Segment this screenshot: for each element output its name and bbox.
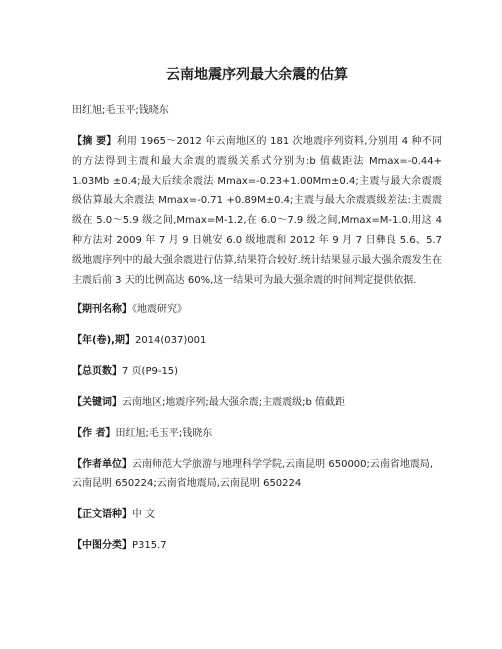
field-authors — [72, 424, 442, 443]
field-classification — [72, 536, 442, 555]
field-value: 《地震研究》 — [132, 304, 187, 316]
authors-line: 田红旭;毛玉平;钱晓东 — [72, 105, 169, 116]
field-journal-name — [72, 300, 442, 319]
abstract-text: 利用 1965～2012 年云南地区的 181 次地震序列资料,分别用 4 种不同的方法得到主震和最大余震的震级关系式分别为:b 值截距法 Mmax=-0.44+ 1.03Mb ±0.4;最大后续余震法 Mmax=-0.23+1.00Mm±0.4;主震与最大余震震级估算最大余震法 Mmax=-0.71 +0.89M±0.4;主震与最大余震震级差法:主震震级在 5.0～5.9 级之间,Mmax=M-1.2,在 6.0～7.9 级之间,Mmax=M-1.0.用这 4 种方法对 2009 年 7 月 9 日姚安 6.0 级地震和 2012 年 9 月 7 日彝良 5.6、5.7 级地震序列中的最大强余震进行估算,结果符合较好.统计结果显示最大强余震发生在主震后前 3 天的比例高达 60%,这一结果可为最大强余震的时间判定提供依据. — [72, 136, 442, 286]
field-value: 中 文 — [132, 509, 156, 521]
field-label: 【作 者】 — [72, 428, 116, 440]
field-label: 【年(卷),期】 — [72, 335, 135, 347]
abstract-label: 【摘 要】 — [72, 136, 117, 147]
field-value: 云南师范大学旅游与地理科学学院,云南昆明 650000;云南省地震局,云南昆明 650224;云南省地震局,云南昆明 650224 — [72, 459, 434, 490]
document-title: 云南地震序列最大余震的估算 — [166, 67, 348, 83]
field-year-volume-issue — [72, 331, 442, 350]
field-value: 7 页(P9-15) — [122, 366, 179, 378]
field-value: 2014(037)001 — [134, 335, 207, 347]
field-label: 【期刊名称】 — [72, 304, 132, 316]
field-value: P315.7 — [132, 540, 167, 552]
field-label: 【关键词】 — [72, 397, 122, 409]
field-label: 【中图分类】 — [72, 540, 132, 552]
abstract-block — [72, 132, 442, 290]
field-label: 【正文语种】 — [72, 509, 132, 521]
field-label: 【总页数】 — [72, 366, 122, 378]
field-value: 云南地区;地震序列;最大强余震;主震震级;b 值截距 — [122, 397, 346, 409]
field-label: 【作者单位】 — [72, 459, 132, 471]
field-language — [72, 505, 442, 524]
field-value: 田红旭;毛玉平;钱晓东 — [115, 428, 213, 440]
field-keywords — [72, 393, 442, 412]
field-total-pages — [72, 362, 442, 381]
field-affiliations — [72, 455, 442, 493]
